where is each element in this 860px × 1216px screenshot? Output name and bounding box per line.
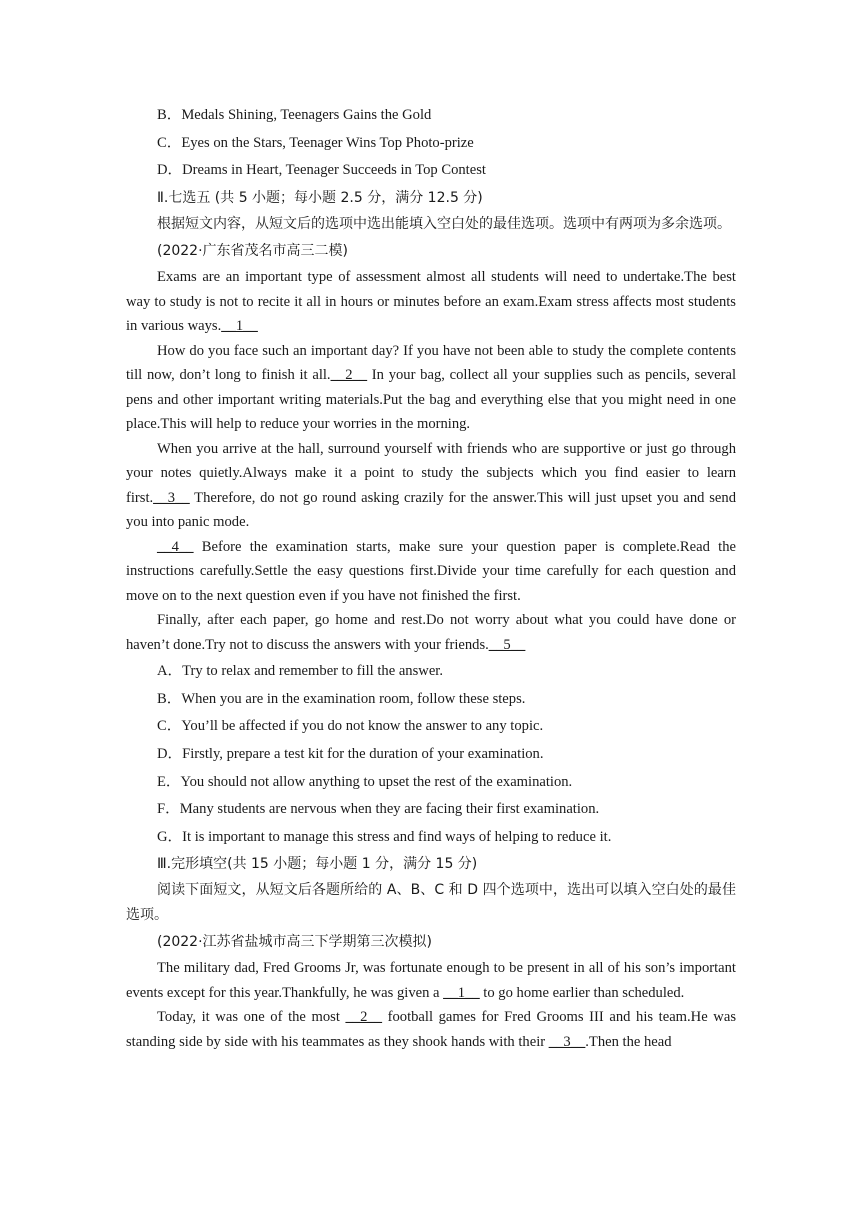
option-b: B．When you are in the examination room, follow these steps.: [157, 690, 526, 707]
passage-paragraph-3: [126, 437, 736, 535]
answer-options: [126, 658, 736, 851]
paragraph-text: Exams are an important type of assessment almost all students will need to undertake.The best way to study is not to recite it all in hours or minutes before an exam.Exam stress affects most students in various ways.: [126, 269, 736, 335]
blank-3: __3__: [548, 1033, 586, 1050]
paragraph-text: Therefore, do not go round asking crazily for the answer.This will just upset you and send you into panic mode.: [126, 489, 736, 531]
paragraph-text: Today, it was one of the most: [157, 1009, 346, 1026]
blank-1: __1__: [221, 318, 258, 335]
option-c: C．Eyes on the Stars, Teenager Wins Top Photo-prize: [157, 134, 474, 151]
paragraph-text: Finally, after each paper, go home and rest.Do not worry about what you could have done or haven’t done.Try not to discuss the answers with your friends.: [126, 612, 736, 653]
option-f: F．Many students are nervous when they are facing their first examination.: [157, 801, 600, 818]
option-d: D．Dreams in Heart, Teenager Succeeds in Top Contest: [157, 162, 486, 179]
paragraph-text: When you arrive at the hall, surround yourself with friends who are supportive or just go through your notes quietly.Always make it a point to study the subjects which you find easier to learn first.: [126, 440, 736, 506]
section-3: [126, 851, 736, 1054]
passage-paragraph-1: [126, 265, 736, 339]
blank-3: __3__: [153, 489, 190, 506]
blank-5: __5__: [488, 636, 526, 653]
section-2-heading: Ⅱ.七选五 (共 5 小题；每小题 2.5 分，满分 12.5 分): [157, 189, 483, 206]
option-g: G．It is important to manage this stress and find ways of helping to reduce it.: [157, 828, 612, 845]
paragraph-text: to go home earlier than scheduled.: [479, 984, 685, 1001]
section-2-instruction: 根据短文内容，从短文后的选项中选出能填入空白处的最佳选项。选项中有两项为多余选项。: [157, 215, 731, 232]
section-3-heading: Ⅲ.完形填空(共 15 小题；每小题 1 分，满分 15 分): [157, 856, 478, 873]
previous-question-options: [126, 102, 736, 185]
section-2: [126, 185, 736, 852]
option-e: E．You should not allow anything to upset the rest of the examination.: [157, 773, 573, 790]
paragraph-text: Before the examination starts, make sure your question paper is complete.Read the instructions carefully.Settle the easy questions first.Divide your time carefully for each question and move on to the next question even if you have not finished the first.: [126, 538, 736, 604]
paragraph-text: The military dad, Fred Grooms Jr, was fortunate enough to be present in all of his son’s important events except for this year.Thankfully, he was given a: [126, 960, 736, 1001]
passage-paragraph-4: [126, 535, 736, 609]
document-page: [126, 100, 736, 1054]
section-3-source: (2022·江苏省盐城市高三下学期第三次模拟): [157, 934, 433, 951]
section-3-instruction: 阅读下面短文，从短文后各题所给的 A、B、C 和 D 四个选项中，选出可以填入空白处的最佳选项。: [126, 882, 736, 923]
paragraph-text: .Then the head: [585, 1033, 672, 1050]
paragraph-text: How do you face such an important day? If you have not been able to study the complete contents till now, don’t long to finish it all.: [126, 342, 736, 384]
option-a: A．Try to relax and remember to fill the answer.: [157, 663, 443, 680]
blank-2: __2__: [345, 1009, 382, 1026]
blank-2: __2__: [330, 367, 368, 384]
passage-paragraph-2: [126, 339, 736, 437]
paragraph-text: In your bag, collect all your supplies such as pencils, several pens and other important writing materials.Put the bag and everything else that you might need in one place.This will help to reduce your worries in the morning.: [126, 367, 737, 433]
option-c: C．You’ll be affected if you do not know the answer to any topic.: [157, 718, 544, 735]
option-b: B．Medals Shining, Teenagers Gains the Gold: [157, 107, 432, 123]
cloze-paragraph-1: [126, 956, 736, 1005]
option-d: D．Firstly, prepare a test kit for the duration of your examination.: [157, 746, 544, 763]
paragraph-text: football games for Fred Grooms III and his team.He was standing side by side with his teammates as they shook hands with their: [126, 1009, 737, 1050]
cloze-paragraph-2: [126, 1005, 736, 1054]
blank-1: __1__: [443, 984, 480, 1001]
passage-paragraph-5: [126, 608, 736, 657]
section-2-source: (2022·广东省茂名市高三二模): [157, 243, 349, 260]
blank-4: __4__: [157, 538, 194, 555]
